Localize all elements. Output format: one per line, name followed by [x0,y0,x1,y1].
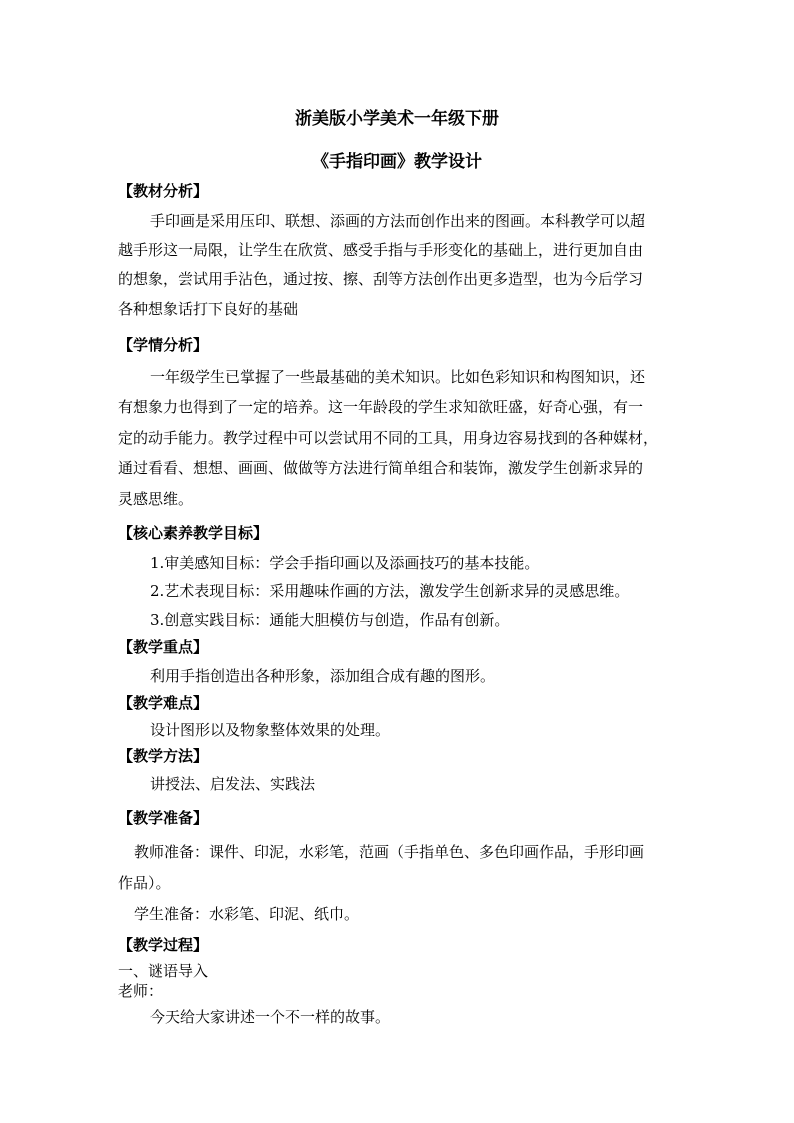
teacher-preparation-line: 作品）。 [118,874,171,892]
methods-text: 讲授法、启发法、实践法 [150,775,316,793]
paragraph-line: 各种想象话打下良好的基础 [118,300,299,318]
section-heading-methods: 【教学方法】 [118,747,209,765]
paragraph-line: 有想象力也得到了一定的培养。这一年龄段的学生求知欲旺盛，好奇心强，有一 [118,398,644,416]
section-heading-key-points: 【教学重点】 [118,638,209,656]
paragraph-line: 定的动手能力。教学过程中可以尝试用不同的工具，用身边容易找到的各种媒材， [118,429,659,447]
process-step-title: 一、谜语导入 [118,962,209,980]
paragraph-line: 一年级学生已掌握了一些最基础的美术知识。比如色彩知识和构图知识，还 [150,368,646,386]
section-heading-preparation: 【教学准备】 [118,809,209,827]
paragraph-line: 灵感思维。 [118,490,194,508]
document-subtitle: 《手指印画》教学设计 [312,152,482,172]
teacher-preparation-line: 教师准备：课件、印泥，水彩笔，范画（手指单色、多色印画作品，手形印画 [134,843,645,861]
process-text: 今天给大家讲述一个不一样的故事。 [150,1008,391,1026]
section-heading-learner-analysis: 【学情分析】 [118,336,209,354]
section-heading-process: 【教学过程】 [118,936,209,954]
paragraph-line: 手印画是采用压印、联想、添画的方法而创作出来的图画。本科教学可以超 [150,212,646,230]
paragraph-line: 通过看看、想想、画画、做做等方法进行简单组合和装饰，激发学生创新求异的 [118,459,644,477]
goal-item: 1.审美感知目标：学会手指印画以及添画技巧的基本技能。 [150,554,540,572]
paragraph-line: 越手形这一局限，让学生在欣赏、感受手指与手形变化的基础上，进行更加自由 [118,241,644,259]
paragraph-line: 的想象，尝试用手沾色，通过按、擦、刮等方法创作出更多造型，也为今后学习 [118,270,644,288]
section-heading-difficulties: 【教学难点】 [118,694,209,712]
section-heading-textbook-analysis: 【教材分析】 [118,182,209,200]
goal-item: 2.艺术表现目标：采用趣味作画的方法，激发学生创新求异的灵感思维。 [150,582,630,600]
speaker-label: 老师： [118,982,164,1000]
student-preparation-line: 学生准备：水彩笔、印泥、纸巾。 [134,905,360,923]
document-title: 浙美版小学美术一年级下册 [295,109,499,129]
section-heading-core-goals: 【核心素养教学目标】 [118,524,269,542]
key-points-text: 利用手指创造出各种形象，添加组合成有趣的图形。 [150,667,496,685]
difficulties-text: 设计图形以及物象整体效果的处理。 [150,721,391,739]
goal-item: 3.创意实践目标：通能大胆模仿与创造，作品有创新。 [150,611,510,629]
